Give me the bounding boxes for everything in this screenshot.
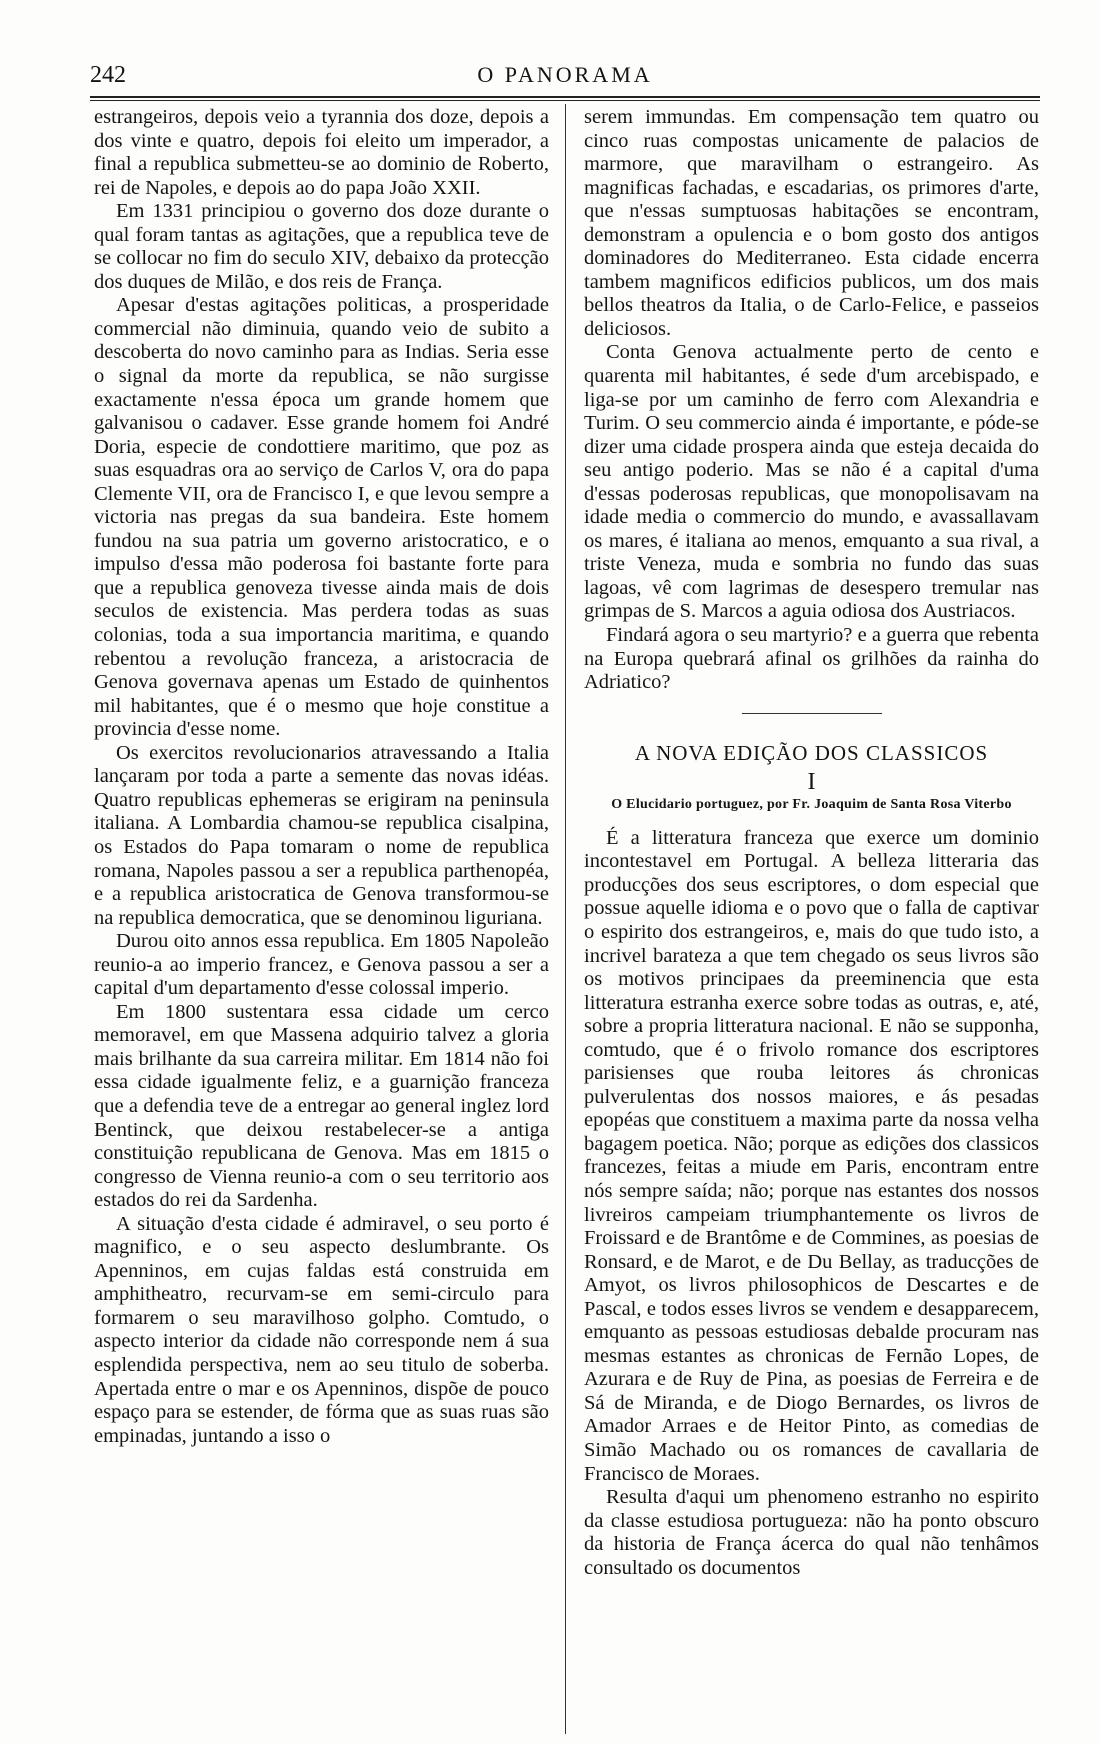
header-rule <box>90 96 1040 98</box>
paragraph: Apesar d'estas agitações politicas, a prosperidade commercial não diminuia, quando veio de subito a descoberta do novo caminho para as Indias. Seria esse o signal da morte da republica, se não surgisse exactamente n'essa época um grande homem que galvanisou o cadaver. Esse grande homem foi André Doria, especie de condottiere maritimo, que poz as suas esquadras ora ao serviço de Carlos V, ora do papa Clemente VII, ora de Francisco I, e que levou sempre a victoria nas pregas da sua bandeira. Este homem fundou na sua patria um governo aristocratico, e o impulso d'essa mão poderosa foi bastante forte para que a republica genoveza tivesse ainda mais de dois seculos de existencia. Mas perdera todas as suas colonias, toda a sua importancia maritima, e quando rebentou a revolução franceza, a aristocracia de Genova governava apenas um Estado de quinhentos mil habitantes, que é o mesmo que hoje constitue a provincia d'esse nome. <box>94 294 549 741</box>
section-number: I <box>807 769 816 796</box>
section-separator <box>742 713 882 714</box>
header-rule-thin <box>90 100 1040 101</box>
section-title: A NOVA EDIÇÃO DOS CLASSICOS <box>634 740 989 765</box>
paragraph: estrangeiros, depois veio a tyrannia dos doze, depois a dos vinte e quatro, depois foi eleito um imperador, a final a republica submetteu-se ao dominio de Roberto, rei de Napoles, e depois ao do papa João XXII. <box>94 106 549 199</box>
left-column <box>94 106 549 1448</box>
column-divider <box>565 104 566 1734</box>
paragraph: serem immundas. Em compensação tem quatro ou cinco ruas compostas unicamente de palacios de marmore, que maravilham o estrangeiro. As magnificas fachadas, e escadarias, os primores d'arte, que n'essas sumptuosas habitações se encontram, demonstram a opulencia e o bom gosto dos antigos dominadores do Mediterraneo. Esta cidade encerra tambem magnificos edificios publicos, um dos mais bellos theatros da Italia, o de Carlo-Felice, e passeios deliciosos. <box>584 106 1039 340</box>
paragraph: Os exercitos revolucionarios atravessando a Italia lançaram por toda a parte a semente das novas idéas. Quatro republicas ephemeras se erigiram na peninsula italiana. A Lombardia chamou-se republica cisalpina, os Estados do Papa tomaram o nome de republica romana, Napoles passou a ser a republica parthenopéa, e a republica aristocratica de Genova transformou-se na republica democratica, que se denominou liguriana. <box>94 741 549 929</box>
running-title: O PANORAMA <box>477 62 653 87</box>
section-subtitle: O Elucidario portuguez, por Fr. Joaquim de Santa Rosa Viterbo <box>611 796 1012 812</box>
right-column <box>584 106 1039 1580</box>
paragraph: Resulta d'aqui um phenomeno estranho no espirito da classe estudiosa portugueza: não ha ponto obscuro da historia de França ácerca do qual não tenhâmos consultado os documentos <box>584 1486 1039 1579</box>
page-header <box>90 62 1040 92</box>
paragraph: A situação d'esta cidade é admiravel, o seu porto é magnifico, e o seu aspecto deslumbrante. Os Apenninos, em cujas faldas está construida em amphitheatro, recurvam-se em semi-circulo para formarem o seu maravilhoso golpho. Comtudo, o aspecto interior da cidade não corresponde nem á sua esplendida perspectiva, nem ao seu titulo de soberba. Apertada entre o mar e os Apenninos, dispõe de pouco espaço para se estender, de fórma que as suas ruas são empinadas, juntando a isso o <box>94 1212 549 1447</box>
page-number: 242 <box>90 62 126 88</box>
paragraph: Em 1800 sustentara essa cidade um cerco memoravel, em que Massena adquirio talvez a gloria mais brilhante da sua carreira militar. Em 1814 não foi essa cidade igualmente feliz, e a guarnição franceza que a defendia teve de a entregar ao general inglez lord Bentinck, que deixou restabelecer-se a antiga constituição republicana de Genova. Mas em 1815 o congresso de Vienna reunio-a com o seu territorio aos estados do rei da Sardenha. <box>94 1000 549 1212</box>
paragraph: Conta Genova actualmente perto de cento e quarenta mil habitantes, é sede d'um arcebispado, e liga-se por um caminho de ferro com Alexandria e Turim. O seu commercio ainda é importante, e póde-se dizer uma cidade prospera ainda que esteja decaida do seu antigo poderio. Mas se não é a capital d'uma d'essas poderosas republicas, que monopolisavam na idade media o commercio do mundo, e avassallavam os mares, é italiana ao menos, emquanto a sua rival, a triste Veneza, muda e sombria no fundo das suas lagoas, vê com lagrimas de desespero tremular nas grimpas de S. Marcos a aguia odiosa dos Austriacos. <box>584 341 1039 623</box>
paragraph: Durou oito annos essa republica. Em 1805 Napoleão reunio-a ao imperio francez, e Genova passou a ser a capital d'um departamento d'esse colossal imperio. <box>94 930 549 1000</box>
paragraph: É a litteratura franceza que exerce um dominio incontestavel em Portugal. A belleza litteraria das producções dos seus escriptores, o dom especial que possue aquelle idioma e o povo que o falla de captivar o espirito dos estrangeiros, e, mais do que tudo isto, a incrivel barateza a que tem chegado os seus livros são os motivos principaes da preeminencia que esta litteratura estranha exerce sobre todas as outras, e, até, sobre a propria litteratura nacional. E não se supponha, comtudo, que é o frivolo romance dos escriptores parisienses que rouba leitores ás chronicas pulverulentas dos nossos maiores, e ás pesadas epopéas que constituem a maxima parte da nossa velha bagagem poetica. Não; porque as edições dos classicos francezes, feitas a miude em Paris, encontram entre nós sempre saída; não; porque nas estantes dos nossos livreiros campeiam triumphantemente os livros de Froissard e de Brantôme e de Commines, as poesias de Ronsard, e de Marot, e de Du Bellay, as traducções de Amyot, os livros philosophicos de Descartes e de Pascal, e todos esses livros se vendem e desapparecem, emquanto as pessoas estudiosas debalde procuram nas mesmas estantes as chronicas de Fernão Lopes, de Azurara e de Ruy de Pina, as poesias de Ferreira e de Sá de Miranda, e de Diogo Bernardes, os livros de Amador Arraes e de Heitor Pinto, as comedias de Simão Machado ou os romances de cavallaria de Francisco de Moraes. <box>584 826 1039 1485</box>
paragraph: Findará agora o seu martyrio? e a guerra que rebenta na Europa quebrará afinal os grilhões da rainha do Adriatico? <box>584 624 1039 694</box>
paragraph: Em 1331 principiou o governo dos doze durante o qual foram tantas as agitações, que a republica teve de se collocar no fim do seculo XIV, debaixo da protecção dos duques de Milão, e dos reis de França. <box>94 200 549 293</box>
